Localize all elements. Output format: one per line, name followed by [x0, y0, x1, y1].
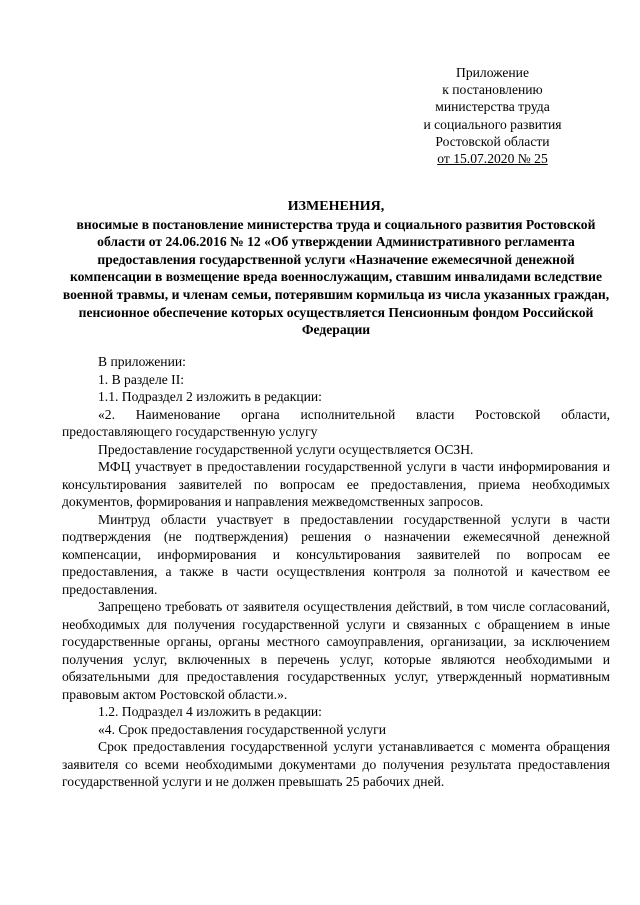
appendix-line: министерства труда — [435, 99, 550, 115]
body-paragraph: Предоставление государственной услуги осуществляется ОСЗН. — [98, 441, 474, 457]
body-paragraph: Запрещено требовать от заявителя осуществления действий, в том числе согласований, необходимых для получения государственной услуги и связанных с обращением в иные государственные органы, органы местного самоуправления, организации, за исключением получения услуг, включенных в перечень услуг, которые являются необходимыми и обязательными для предоставления государственных услуг, утвержденный нормативным правовым актом Ростовской области.». — [62, 599, 610, 702]
body-paragraph: 1. В разделе II: — [98, 371, 185, 387]
appendix-line: и социального развития — [423, 116, 562, 132]
document-title: ИЗМЕНЕНИЯ, — [287, 199, 385, 214]
body-paragraph: Минтруд области участвует в предоставлении государственной услуги в части подтверждения (не подтверждения) решения о назначении ежемесячной денежной компенсации, информирования и консультирования заявителей по вопросам ее предоставления, а также в части осуществления контроля за полнотой и качеством ее предоставления. — [62, 511, 610, 597]
body-paragraph: В приложении: — [98, 354, 186, 369]
appendix-block — [400, 64, 585, 167]
body-paragraph: МФЦ участвует в предоставлении государственной услуги в части информирования и консультирования заявителей по вопросам ее предоставления, приема необходимых документов, формирования и направления межведомственных запросов. — [62, 459, 610, 509]
body-paragraph: «4. Срок предоставления государственной услуги — [98, 721, 387, 737]
document-title-block — [62, 198, 610, 339]
document-body — [62, 353, 610, 791]
appendix-date-number: от 15.07.2020 № 25 — [437, 151, 548, 167]
body-paragraph: 1.1. Подраздел 2 изложить в редакции: — [98, 389, 322, 404]
body-paragraph: Срок предоставления государственной услуги устанавливается с момента обращения заявителя со всеми необходимыми документами до получения результата предоставления государственной услуги и не должен превышать 25 рабочих дней. — [62, 739, 610, 789]
body-paragraph: 1.2. Подраздел 4 изложить в редакции: — [98, 704, 322, 719]
document-subtitle: вносимые в постановление министерства труда и социального развития Ростовской области от 24.06.2016 № 12 «Об утверждении Административного регламента предоставления государственной услуги «Назначение ежемесячной денежной компенсации в возмещение вреда военнослужащим, ставшим инвалидами вследствие военной травмы, и членам семьи, потерявшим кормильца из числа указанных граждан, пенсионное обеспечение которых осуществляется Пенсионным фондом Российской Федерации — [62, 216, 610, 338]
appendix-line: Ростовской области — [435, 133, 550, 149]
appendix-line: к постановлению — [442, 82, 543, 98]
body-paragraph: «2. Наименование органа исполнительной власти Ростовской области, предоставляющего государственную услугу — [62, 406, 610, 439]
appendix-line: Приложение — [456, 65, 529, 80]
